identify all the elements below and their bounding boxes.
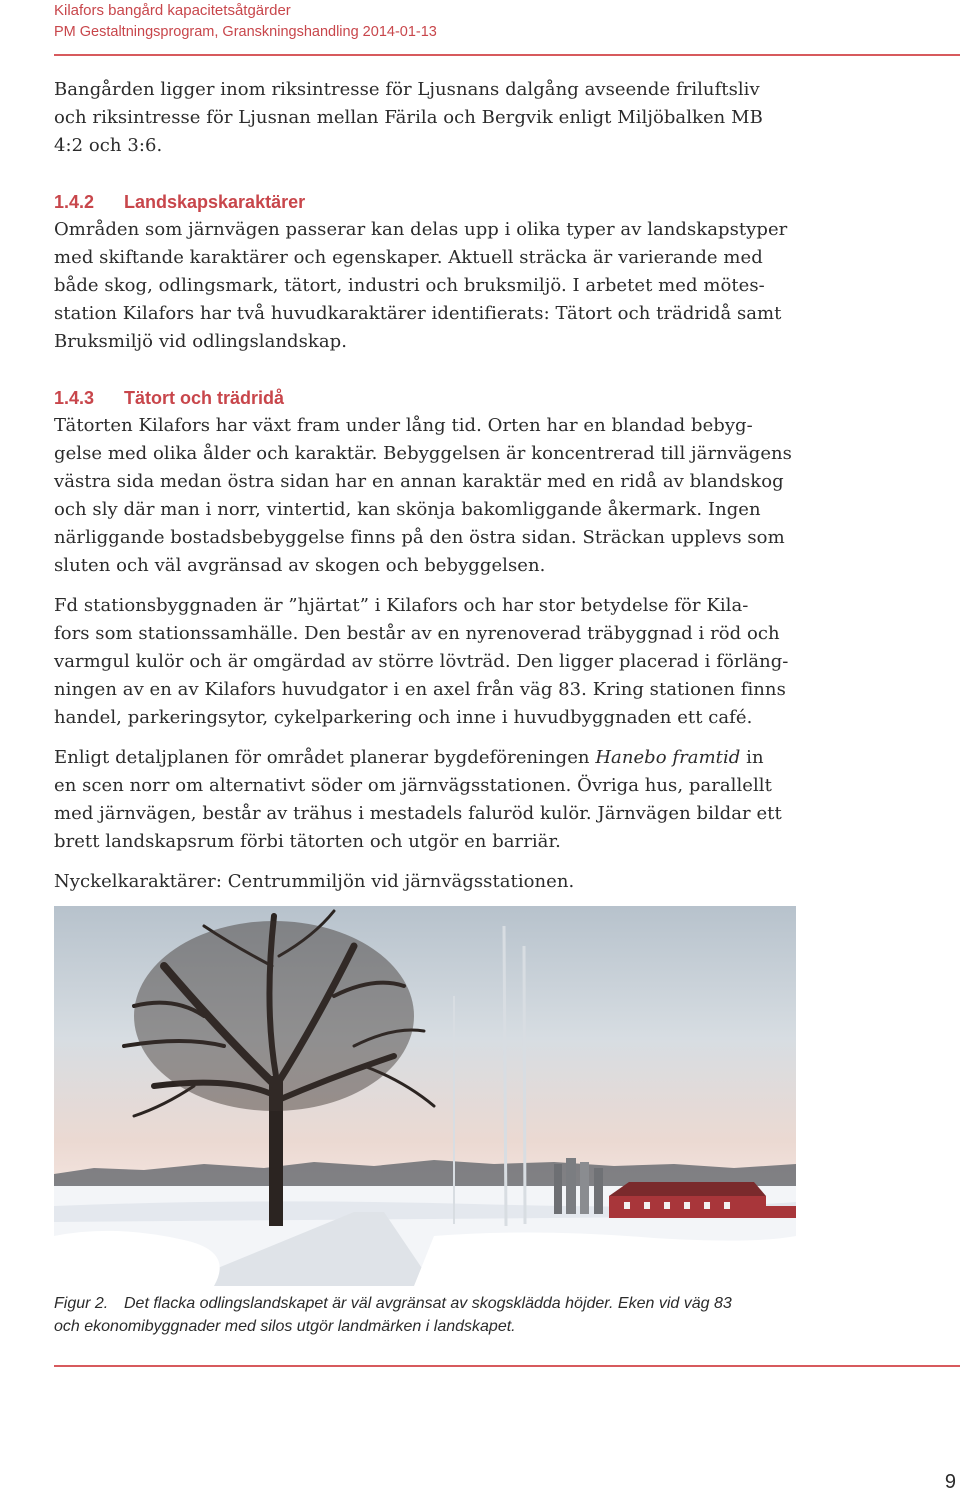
winter-landscape-photo (54, 906, 796, 1286)
document-subtitle: PM Gestaltningsprogram, Granskningshandling 2014-01-13 (54, 24, 437, 40)
footer-rule (54, 1365, 960, 1367)
document-title: Kilafors bangård kapacitetsåtgärder (54, 2, 291, 19)
section-number: 1.4.2 (54, 192, 95, 212)
figure-label: Figur 2. (54, 1295, 109, 1312)
caption-line-2: och ekonomibyggnader med silos utgör landmärken i landskapet. (54, 1318, 516, 1335)
section-title: Tätort och trädridå (124, 388, 285, 408)
village-paragraph-1: Tätorten Kilafors har växt fram under lång tid. Orten har en blandad bebyg- gelse med olika ålder och karaktär. Bebyggelsen är koncentrerad till järnvägens västra sida medan östra sidan har en annan karaktär med en ridå av blandskog och sly där man i norr, vintertid, kan skönja bakomliggande åkermark. Ingen närliggande bostadsbebyggelse finns på den östra sidan. Sträckan upplevs som sluten och väl avgränsad av skogen och bebyggelsen. (54, 415, 792, 576)
intro-paragraph: Bangården ligger inom riksintresse för Ljusnans dalgång avseende friluftsliv och riksintresse för Ljusnan mellan Färila och Bergvik enligt Miljöbalken MB 4:2 och 3:6. (54, 79, 763, 156)
running-header (54, 0, 437, 43)
landscape-paragraph: Områden som järnvägen passerar kan delas upp i olika typer av landskapstyper med skiftande karaktärer och egenskaper. Aktuell sträcka är varierande med både skog, odlingsmark, tätort, industri och bruksmiljö. I arbetet med mötes- station Kilafors har två huvudkaraktärer identifierats: Tätort och trädridå samt Bruksmiljö vid odlingslandskap. (54, 219, 788, 352)
figure-caption (54, 1292, 794, 1338)
photo-illustration (54, 906, 796, 1286)
caption-line-1: Det flacka odlingslandskapet är väl avgränsat av skogsklädda höjder. Eken vid väg 83 (124, 1295, 732, 1312)
association-name: Hanebo framtid (595, 747, 741, 768)
section-title: Landskapskaraktärer (124, 192, 306, 212)
section-heading-1-4-2 (54, 188, 794, 216)
header-rule (54, 54, 960, 56)
key-characters: Nyckelkaraktärer: Centrummiljön vid järnvägsstationen. (54, 871, 575, 892)
village-paragraph-3: Enligt detaljplanen för området planerar bygdeföreningen Hanebo framtid in en scen norr om alternativt söder om järnvägsstationen. Övriga hus, parallellt med järnvägen, består av trähus i mestadels faluröd kulör. Järnvägen bildar ett brett landskapsrum förbi tätorten och utgör en barriär. (54, 747, 782, 852)
page-content (54, 76, 794, 896)
section-number: 1.4.3 (54, 388, 95, 408)
page-number: 9 (944, 1471, 956, 1493)
village-paragraph-2: Fd stationsbyggnaden är ”hjärtat” i Kilafors och har stor betydelse för Kila- fors som stationssamhälle. Den består av en nyrenoverad träbyggnad i röd och varmgul kulör och är omgärdad av större lövträd. Den ligger placerad i förläng- ningen av en av Kilafors huvudgator i en axel från väg 83. Kring stationen finns handel, parkeringsytor, cykelparkering och inne i huvudbyggnaden ett café. (54, 595, 789, 728)
section-heading-1-4-3 (54, 384, 794, 412)
